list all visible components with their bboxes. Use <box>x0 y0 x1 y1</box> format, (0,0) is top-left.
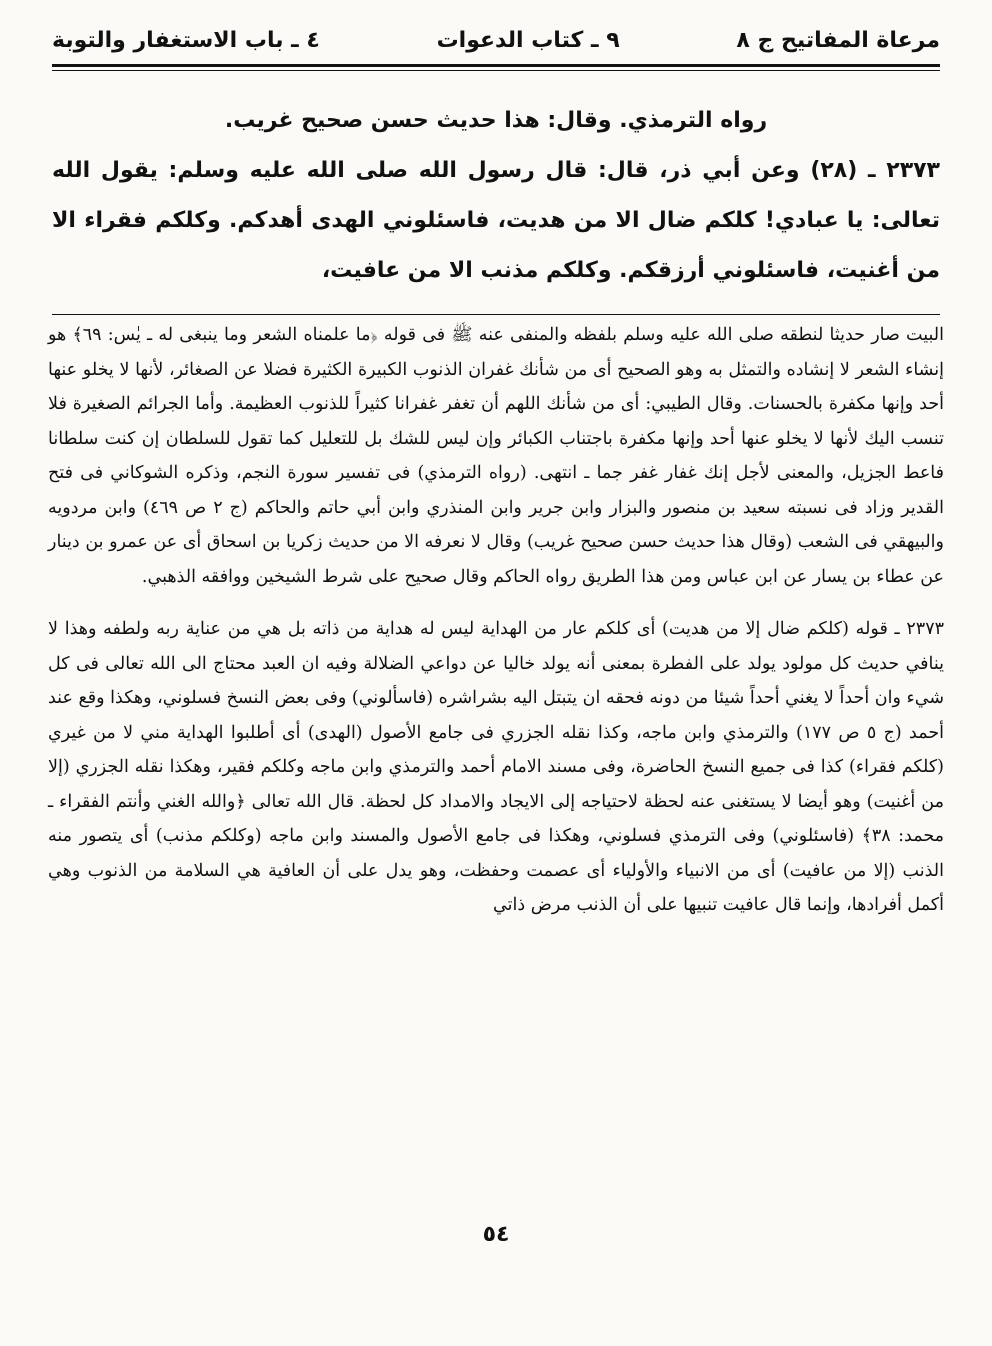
header-section: ٤ ـ باب الاستغفار والتوبة <box>52 27 320 53</box>
hadith-text <box>52 96 940 296</box>
header-chapter: ٩ ـ كتاب الدعوات <box>436 27 620 53</box>
header-rule-thick <box>52 64 940 67</box>
matn-line-tirmidhi: رواه الترمذي. وقال: هذا حديث حسن صحيح غريب. <box>224 108 768 133</box>
commentary-paragraph-1: البيت صار حديثا لنطقه صلى الله عليه وسلم بلفظه والمنفى عنه ﷺ فى قوله ﴿ما علمناه الشعر وما ينبغى له ـ يٰس: ٦٩﴾ هو إنشاء الشعر لا إنشاده والتمثل به وهو الصحيح أى من شأنك غفران الذنوب الكبيرة الكثيرة فضلا عن الصغائر، لأنها لا يخلو عنها أحد وإنها مكفرة بالحسنات. وقال الطيبي: أى من شأنك اللهم أن تغفر غفرانا كثيراً للذنوب العظيمة. وأما الجرائم الصغيرة فلا تنسب اليك لأنها لا يخلو عنها أحد وإنها مكفرة باجتناب الكبائر وإن ليس للشك بل للتعليل كما تقول للسلطان إن كنت سلطانا فاعط الجزيل، والمعنى لأجل إنك غفار غفر جما ـ انتهى. (رواه الترمذي) فى تفسير سورة النجم، وذكره الشوكاني فى فتح القدير وزاد فى نسبته سعيد بن منصور والبزار وابن جرير وابن المنذري وابن أبي حاتم والحاكم (ج ٢ ص ٤٦٩) وابن مردويه والبيهقي فى الشعب (وقال هذا حديث حسن صحيح غريب) وقال لا نعرفه الا من حديث زكريا بن اسحاق أى عن عمرو بن دينار عن عطاء بن يسار عن ابن عباس ومن هذا الطريق رواه الحاكم وقال صحيح على شرط الشيخين ووافقه الذهبي. <box>48 325 945 587</box>
header-book-title: مرعاة المفاتيح ج ٨ <box>736 27 940 53</box>
running-header <box>52 20 940 60</box>
page-number: ٥٤ <box>482 1222 510 1247</box>
section-divider <box>52 314 940 315</box>
header-rule-thin <box>52 70 940 71</box>
commentary-paragraph-2: ٢٣٧٣ ـ قوله (كلكم ضال إلا من هديت) أى كلكم عار من الهداية ليس له هداية من ذاته بل هي من عناية ربه ولطفه وهذا لا ينافي حديث كل مولود يولد على الفطرة بمعنى أنه يولد خاليا عن دواعي الضلالة وفيه ان العبد محتاج الى الله تعالى فى كل شيء وان أحداً لا يغني أحداً شيئا من دونه فحقه ان يتبتل اليه بشراشره (فاسألوني) وفى بعض النسخ فسلوني، وهكذا وقع عند أحمد (ج ٥ ص ١٧٧) والترمذي وابن ماجه، وكذا نقله الجزري فى جامع الأصول (الهدى) أى أطلبوا الهداية مني لا من غيري (كلكم فقراء) كذا فى جميع النسخ الحاضرة، وفى مسند الامام أحمد والترمذي وابن ماجه وكلكم فقير، وهكذا نقله الجزري (إلا من أغنيت) وهو أيضا لا يستغنى عنه لحظة لاحتياجه إلى الايجاد والامداد كل لحظة. قال الله تعالى ﴿والله الغني وأنتم الفقراء ـ محمد: ٣٨﴾ (فاسئلوني) وفى الترمذي فسلوني، وهكذا فى جامع الأصول والمسند وابن ماجه (وكلكم مذنب) أى يتصور منه الذنب (إلا من عافيت) أى من الانبياء والأولياء أى عصمت وحفظت، وهو يدل على أن العافية هي السلامة من الذنوب وهي أكمل أفرادها، وإنما قال عافيت تنبيها على أن الذنب مرض ذاتي <box>48 619 944 915</box>
commentary <box>48 318 944 923</box>
matn-hadith-2373: ٢٣٧٣ ـ (٢٨) وعن أبي ذر، قال: قال رسول الله صلى الله عليه وسلم: يقول الله تعالى: يا عبادي! كلكم ضال الا من هديت، فاسئلوني الهدى أهدكم. وكلكم فقراء الا من أغنيت، فاسئلوني أرزقكم. وكلكم مذنب الا من عافيت، <box>52 158 940 283</box>
